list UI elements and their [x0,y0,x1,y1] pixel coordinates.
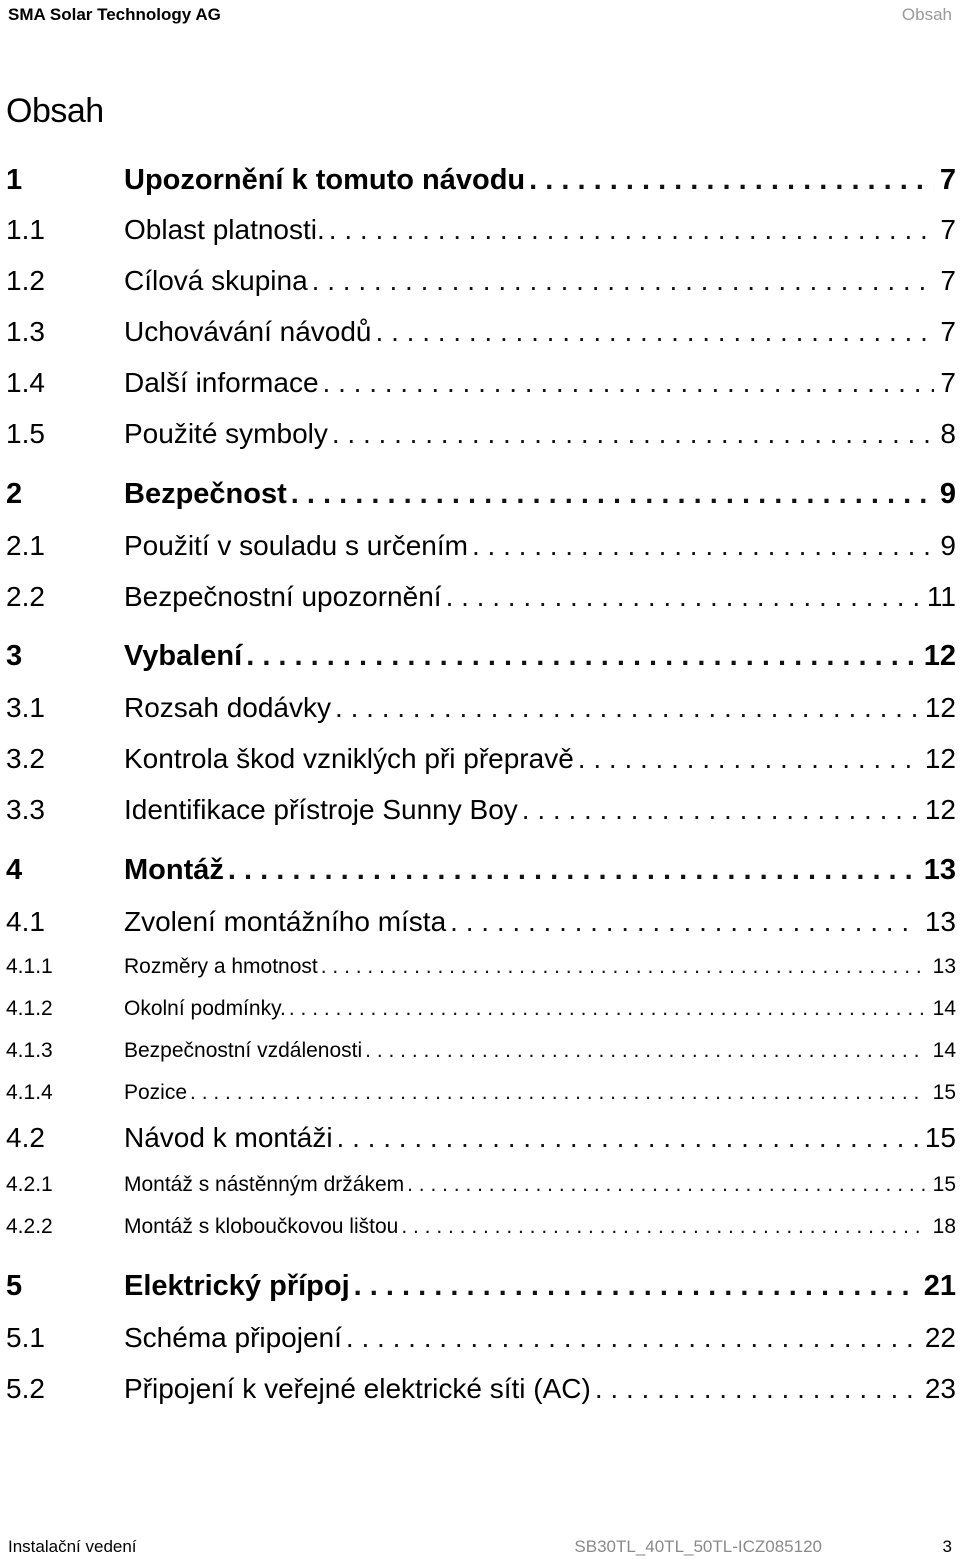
toc-dot-leader [332,418,935,450]
toc-dot-leader [321,955,927,979]
toc-dot-leader [446,581,921,613]
toc-entry-number: 5 [6,1270,23,1302]
toc-entry-page: 12 [923,640,956,672]
toc-dot-leader [365,1039,926,1063]
toc-entry-title: Schéma připojení [124,1322,342,1353]
toc-entry[interactable] [6,906,956,944]
toc-entry-page: 8 [940,418,956,449]
toc-entry-page: 7 [940,214,956,245]
toc-entry-page: 13 [923,854,956,886]
page-footer [8,1536,952,1558]
toc-entry-number: 2 [6,478,23,510]
toc-entry[interactable] [6,743,956,781]
toc-entry[interactable] [6,1173,956,1203]
toc-dot-leader [312,265,935,297]
toc-entry-number: 1.4 [6,367,45,398]
toc-entry[interactable] [6,164,956,204]
toc-entry-title: Bezpečnostní vzdálenosti [124,1039,363,1062]
toc-dot-leader [529,164,934,197]
toc-entry-number: 3.1 [6,692,45,723]
toc-entry[interactable] [6,581,956,619]
toc-entry-number: 4.1.2 [6,997,53,1020]
toc-entry-page: 9 [940,530,956,561]
toc-dot-leader [401,1215,926,1239]
toc-entry[interactable] [6,265,956,303]
toc-entry-page: 15 [932,1081,956,1104]
toc-entry-page: 13 [924,906,956,937]
toc-entry-number: 5.2 [6,1373,45,1404]
toc-entry-number: 4.2.1 [6,1173,53,1196]
toc-entry-title: Vybalení [124,640,243,672]
toc-dot-leader [376,316,935,348]
toc-entry-title: Použití v souladu s určením [124,530,468,561]
toc-entry-page: 12 [924,794,956,825]
toc-entry-number: 1.5 [6,418,45,449]
toc-entry-title: Bezpečnostní upozornění [124,581,442,612]
toc-entry-page: 7 [940,367,956,398]
toc-entry-page: 7 [940,265,956,296]
toc-entry-page: 22 [924,1322,956,1353]
toc-dot-leader [450,906,919,938]
toc-entry-title: Návod k montáži [124,1122,333,1153]
toc-entry-page: 12 [924,692,956,723]
toc-entry-title: Okolní podmínky. [124,997,286,1020]
toc-entry[interactable] [6,1322,956,1360]
toc-dot-leader [329,214,935,246]
toc-entry-title: Identifikace přístroje Sunny Boy [124,794,518,825]
toc-dot-leader [522,794,919,826]
toc-entry-title: Uchovávání návodů [124,316,372,347]
document-code: SB30TL_40TL_50TL-ICZ085120 [574,1537,822,1556]
toc-entry[interactable] [6,854,956,894]
toc-entry[interactable] [6,1122,956,1160]
toc-entry-page: 7 [940,316,956,347]
toc-dot-leader [354,1270,918,1303]
toc-entry-number: 4.2.2 [6,1215,53,1238]
toc-dot-leader [228,854,918,887]
toc-entry-page: 18 [932,1215,956,1238]
toc-dot-leader [346,1322,919,1354]
toc-dot-leader [472,530,934,562]
toc-entry[interactable] [6,1081,956,1111]
toc-entry-page: 23 [924,1373,956,1404]
toc-entry[interactable] [6,692,956,730]
toc-entry-number: 4.2 [6,1122,45,1153]
toc-entry-title: Upozornění k tomuto návodu [124,164,526,196]
toc-dot-leader [595,1373,919,1405]
toc-dot-leader [323,367,935,399]
toc-entry-page: 7 [939,164,956,196]
toc-entry-number: 3.3 [6,794,45,825]
toc-entry[interactable] [6,530,956,568]
toc-entry-number: 4.1.1 [6,955,53,978]
toc-dot-leader [337,1122,919,1154]
toc-entry-title: Bezpečnost [124,478,287,510]
toc-entry-title: Další informace [124,367,319,398]
toc-dot-leader [246,640,918,673]
toc-entry-title: Montáž s nástěnným držákem [124,1173,405,1196]
toc-entry-title: Zvolení montážního místa [124,906,447,937]
toc-entry-page: 21 [923,1270,956,1302]
toc-entry-number: 3 [6,640,23,672]
toc-entry-number: 4.1.3 [6,1039,53,1062]
toc-entry-number: 4.1.4 [6,1081,53,1104]
toc-entry[interactable] [6,214,956,252]
company-name: SMA Solar Technology AG [8,5,221,24]
toc-entry-title: Kontrola škod vzniklých při přepravě [124,743,574,774]
toc-entry-number: 1.1 [6,214,45,245]
toc-entry-page: 12 [924,743,956,774]
toc-entry-page: 14 [932,1039,956,1062]
toc-dot-leader [289,997,927,1021]
toc-entry-title: Připojení k veřejné elektrické síti (AC) [124,1373,591,1404]
toc-entry-title: Rozměry a hmotnost [124,955,318,978]
toc-entry-title: Elektrický přípoj [124,1270,350,1302]
toc-entry-title: Pozice [124,1081,188,1104]
toc-entry[interactable] [6,478,956,518]
toc-dot-leader [578,743,919,775]
toc-entry-title: Montáž s kloboučkovou lištou [124,1215,399,1238]
toc-entry-number: 3.2 [6,743,45,774]
toc-entry[interactable] [6,997,956,1027]
toc-entry-title: Oblast platnosti. [124,214,325,245]
document-name: Instalační vedení [8,1537,137,1556]
toc-dot-leader [291,478,934,511]
toc-entry[interactable] [6,316,956,354]
toc-entry-title: Použité symboly [124,418,328,449]
toc-entry-title: Montáž [124,854,224,886]
toc-entry-number: 4 [6,854,23,886]
toc-entry-page: 15 [932,1173,956,1196]
toc-entry-number: 5.1 [6,1322,45,1353]
toc-entry-title: Cílová skupina [124,265,308,296]
toc-entry-number: 2.2 [6,581,45,612]
page-number: 3 [942,1537,952,1556]
toc-entry[interactable] [6,1373,956,1411]
page-header [8,0,952,30]
toc-entry[interactable] [6,1270,956,1310]
toc-entry-number: 1.3 [6,316,45,347]
toc-dot-leader [335,692,919,724]
toc-entry-number: 1 [6,164,23,196]
toc-entry[interactable] [6,418,956,456]
toc-entry-page: 9 [939,478,956,510]
toc-entry-page: 13 [932,955,956,978]
toc-entry[interactable] [6,640,956,680]
toc-dot-leader [407,1173,927,1197]
toc-entry-number: 2.1 [6,530,45,561]
toc-entry-title: Rozsah dodávky [124,692,332,723]
section-name: Obsah [901,5,952,24]
toc-entry-number: 4.1 [6,906,45,937]
toc-entry[interactable] [6,367,956,405]
toc-entry[interactable] [6,1215,956,1245]
toc-entry-page: 15 [924,1122,956,1153]
toc-entry-page: 14 [932,997,956,1020]
toc-entry[interactable] [6,794,956,832]
toc-entry-number: 1.2 [6,265,45,296]
toc-entry[interactable] [6,1039,956,1069]
toc-dot-leader [190,1081,927,1105]
toc-entry[interactable] [6,955,956,985]
page-title: Obsah [6,92,104,130]
toc-entry-page: 11 [926,581,956,612]
